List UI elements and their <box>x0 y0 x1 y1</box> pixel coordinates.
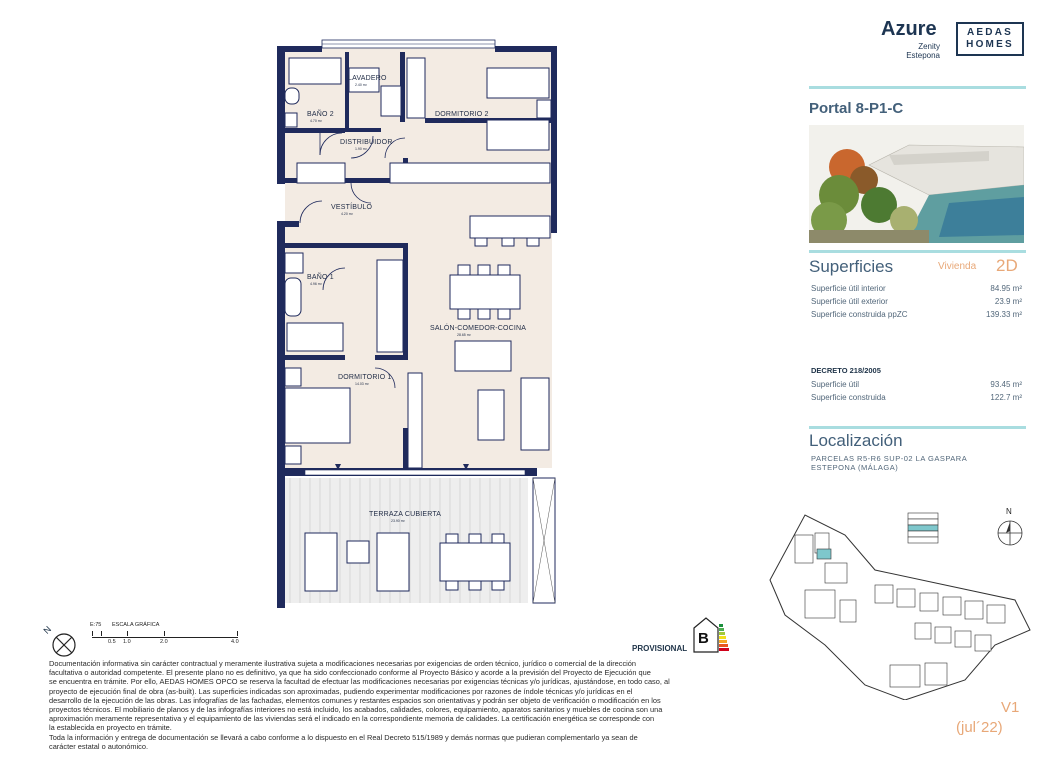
disclaimer-line: la establecida en proyecto en trámite. <box>49 723 172 733</box>
vivienda-label: Vivienda <box>938 261 977 272</box>
decreto-row-label: Superficie construida <box>811 393 886 402</box>
room-bano-1-area: 4.96 m² <box>310 282 322 286</box>
brand-name: Azure <box>881 18 937 40</box>
room-bano-2: BAÑO 2 <box>307 111 334 118</box>
room-terraza-area: 23.90 m² <box>391 519 405 523</box>
aedas-logo-line-1: AEDAS <box>966 27 1013 38</box>
disclaimer-line: Documentación informativa sin carácter contractual y meramente ilustrativa sujeta a modificaciones necesarias por exigencias de orden técnico, jurídico o comercial de la dirección <box>49 659 637 668</box>
superficie-row-value: 139.33 m² <box>985 310 1022 319</box>
building-rendering <box>809 125 1024 243</box>
scale-label: ESCALA GRÁFICA <box>112 622 160 628</box>
disclaimer-line: aproximación meramente representativa y el equipamiento de las viviendas será el indicado en la correspondiente memoria de calidades. La certificación energética se corresponde con <box>49 714 655 724</box>
disclaimer-line: desarrollo de la ejecución de las obras. Las infografías de las fachadas, elementos comunes y restantes espacios son orientativas y podrán ser objeto de verificación o modificación en los <box>49 695 661 705</box>
decreto-row-label: Superficie útil <box>811 380 860 389</box>
superficie-row-value: 84.95 m² <box>990 284 1022 293</box>
decreto-row-value: 122.7 m² <box>990 393 1022 402</box>
localizacion-line-1: PARCELAS R5-R6 SUP-02 LA GASPARA <box>811 454 968 463</box>
scale-tick-1: 1.0 <box>123 639 131 645</box>
room-distribuidor: DISTRIBUIDOR <box>340 139 393 146</box>
aedas-logo <box>956 22 1024 56</box>
portal-title: Portal 8-P1-C <box>809 100 904 117</box>
superficie-row-label: Superficie construida ppZC <box>811 310 908 319</box>
localizacion-title: Localización <box>809 431 903 450</box>
room-dormitorio-1: DORMITORIO 1 <box>338 374 392 381</box>
site-north-label: N <box>1006 507 1012 516</box>
brand-line-1: Zenity <box>918 42 940 51</box>
energy-grade: B <box>698 630 709 647</box>
scale-bar <box>92 631 238 638</box>
room-vestibulo-area: 4.20 m² <box>341 212 353 216</box>
divider <box>809 250 1026 253</box>
room-distribuidor-area: 1.90 m² <box>355 147 367 151</box>
disclaimer-line: carácter estatal o autonómico. <box>49 741 149 751</box>
room-dormitorio-2: DORMITORIO 2 <box>435 111 489 118</box>
floor-plan <box>265 38 565 613</box>
divider <box>809 426 1026 429</box>
room-terraza: TERRAZA CUBIERTA <box>369 511 442 518</box>
room-bano-2-area: 4.70 m² <box>310 119 322 123</box>
localizacion-line-2: ESTEPONA (MÁLAGA) <box>811 463 899 472</box>
room-lavadero: LAVADERO <box>348 75 387 82</box>
disclaimer-line: se encuentra en trámite. Por ello, AEDAS HOMES OPCO se reserva la facultad de efectuar las modificaciones necesarias por exigencias técnicas y/o jurídicas, ajustándose, en todo caso, al <box>49 677 670 687</box>
disclaimer-line: Toda la información y entrega de documentación se llevará a cabo conforme a lo dispuesto en el Real Decreto 515/1989 y demás normas que pudieran complementarlo ya sean de <box>49 732 638 742</box>
energy-label: PROVISIONAL <box>632 644 688 653</box>
decreto-row-value: 93.45 m² <box>990 380 1022 389</box>
scale-ratio: E:75 <box>90 622 102 628</box>
energy-rating-icon <box>692 616 730 654</box>
room-salon-area: 28.65 m² <box>457 333 471 337</box>
superficie-row-value: 23.9 m² <box>994 297 1022 306</box>
disclaimer-line: proyectos técnicos. El mobiliario de planos y de las infografías interiores no está incluido, los acabados, calidades, colores, equipamiento, aparatos sanitarios y muebles de cocina son una <box>49 705 663 715</box>
room-bano-1: BAÑO 1 <box>307 274 334 281</box>
divider <box>809 86 1026 89</box>
disclaimer-line: proyecto de ejecución final de obra (as-built). Las superficies indicadas son aproximadas, pudiendo experimentar modificaciones por razones de índole técnicas y/o jurídicas en el <box>49 686 633 696</box>
superficies-title: Superficies <box>809 257 894 276</box>
decreto-title: DECRETO 218/2005 <box>811 366 881 375</box>
north-compass-icon <box>41 624 78 659</box>
brand-line-2: Estepona <box>906 51 940 60</box>
room-dormitorio-1-area: 14.03 m² <box>355 382 369 386</box>
scale-tick-3: 4.0 <box>231 639 239 645</box>
aedas-logo-line-2: HOMES <box>966 39 1014 50</box>
site-location-map <box>765 505 1035 700</box>
scale-tick-2: 2.0 <box>160 639 168 645</box>
disclaimer-text <box>49 659 769 751</box>
version-date: (jul´22) <box>956 719 1003 736</box>
room-lavadero-area: 2.40 m² <box>355 83 367 87</box>
version-label: V1 <box>1001 699 1020 716</box>
vivienda-type: 2D <box>996 256 1018 275</box>
room-dormitorio-2-area: 12.33 m² <box>451 119 465 123</box>
room-vestibulo: VESTÍBULO <box>331 204 373 211</box>
scale-tick-0: 0.5 <box>108 639 116 645</box>
north-label: N <box>41 624 54 636</box>
superficie-row-label: Superficie útil interior <box>811 284 886 293</box>
room-salon: SALÓN-COMEDOR-COCINA <box>430 325 527 332</box>
disclaimer-line: facultativa o autoridad competente. El presente plano no es definitivo, ya que ha sido confeccionado conforme al Proyecto Básico y acorde a la previsión del Proyecto de Ejecución que <box>49 668 651 678</box>
superficie-row-label: Superficie útil exterior <box>811 297 888 306</box>
